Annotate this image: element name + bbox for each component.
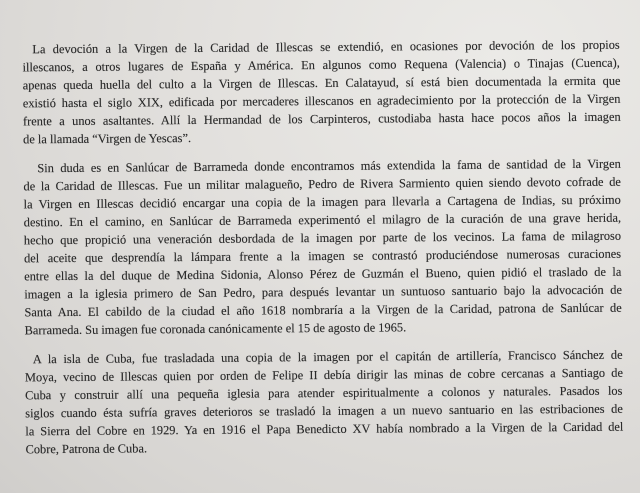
text-line-content: frente a unos asaltantes. Allí la Hermandad de los Carpinteros, custodiaba hasta hace pocos años la imagen (22, 110, 621, 129)
text-line-content: existió hasta el siglo XIX, edificada por mercaderes illescanos en agradecimiento por la protección de la Virgen (22, 91, 621, 111)
text-line-content: la Sierra del Cobre en 1929. Ya en 1916 el Papa Benedicto XV había nombrado a la Virgen de la Caridad del (25, 419, 624, 439)
text-line-content: Cuba y construir allí una pequeña iglesia para atender espiritualmente a colonos y naturales. Pasados los (25, 383, 623, 403)
text-line-content: imagen a la iglesia primero de San Pedro, para después levantar un suntuoso santuario bajo la advocación de (24, 282, 623, 302)
text-line (25, 317, 623, 340)
text-line-content: Santa Ana. El cabildo de la ciudad el año 1618 nombraría a la Virgen de la Caridad, patrona de Sanlúcar de (24, 300, 622, 320)
text-line-content: de la Caridad de Illescas. Fue un militar malagueño, Pedro de Rivera Sarmiento quien siendo devoto cofrade de (23, 174, 621, 194)
text-line-content: Barrameda. Su imagen fue coronada canónicamente el 15 de agosto de 1965. (24, 320, 407, 338)
page-text (22, 36, 623, 469)
text-line-content: la Virgen en Illescas decidió encargar una copia de la imagen para llevarla a Cartagena de Indias, su próximo (23, 192, 621, 212)
text-line-content: Moya, vecino de Illescas quien por orden de Felipe II debía dirigir las minas de cobre cercanas a Santiago de (24, 365, 623, 384)
text-line-content: siglos cuando ésta sufría graves deterioros se trasladó la imagen a un nuevo santuario en las estribaciones de (25, 401, 623, 421)
paragraph-2 (23, 154, 622, 340)
text-line-content: de la llamada “Virgen de Yescas”. (23, 131, 192, 147)
text-line-content: Sin duda es en Sanlúcar de Barrameda donde encontramos más extendida la fama de santidad de la Virgen (37, 156, 621, 175)
text-line-content: Cobre, Patrona de Cuba. (25, 441, 148, 457)
text-line-content: hecho que propició una veneración desbordada de la imagen por parte de los vecinos. La fama de milagroso (23, 228, 622, 248)
paragraph-3 (25, 345, 624, 458)
paragraph-1 (22, 36, 621, 149)
text-line (25, 436, 623, 459)
text-line-content: destino. En el camino, en Sanlúcar de Barrameda experimentó el milagro de la curación de una grave herida, (23, 210, 622, 230)
text-line-content: apenas queda huella del culto a la Virgen de Illescas. En Calatayud, sí está bien documentada la ermita que (22, 73, 621, 93)
text-line-content: A la isla de Cuba, fue trasladada una copia de la imagen por el capitán de artillería, Francisco Sánchez de (32, 347, 623, 366)
text-line-content: entre ellas la del duque de Medina Sidonia, Alonso Pérez de Guzmán el Bueno, quien pidió el traslado de la (24, 264, 622, 284)
text-line-content: La devoción a la Virgen de la Caridad de Illescas se extendió, en ocasiones por devoción de los propios (32, 37, 620, 57)
text-line (23, 126, 621, 149)
text-line-content: illescanos, a otros lugares de España y América. En algunos como Requena (Valencia) o Tinajas (Cuenca), (22, 55, 620, 75)
text-line-content: del aceite que desprendía la lámpara frente a la imagen se contrastó produciéndose numerosas curaciones (23, 246, 622, 266)
